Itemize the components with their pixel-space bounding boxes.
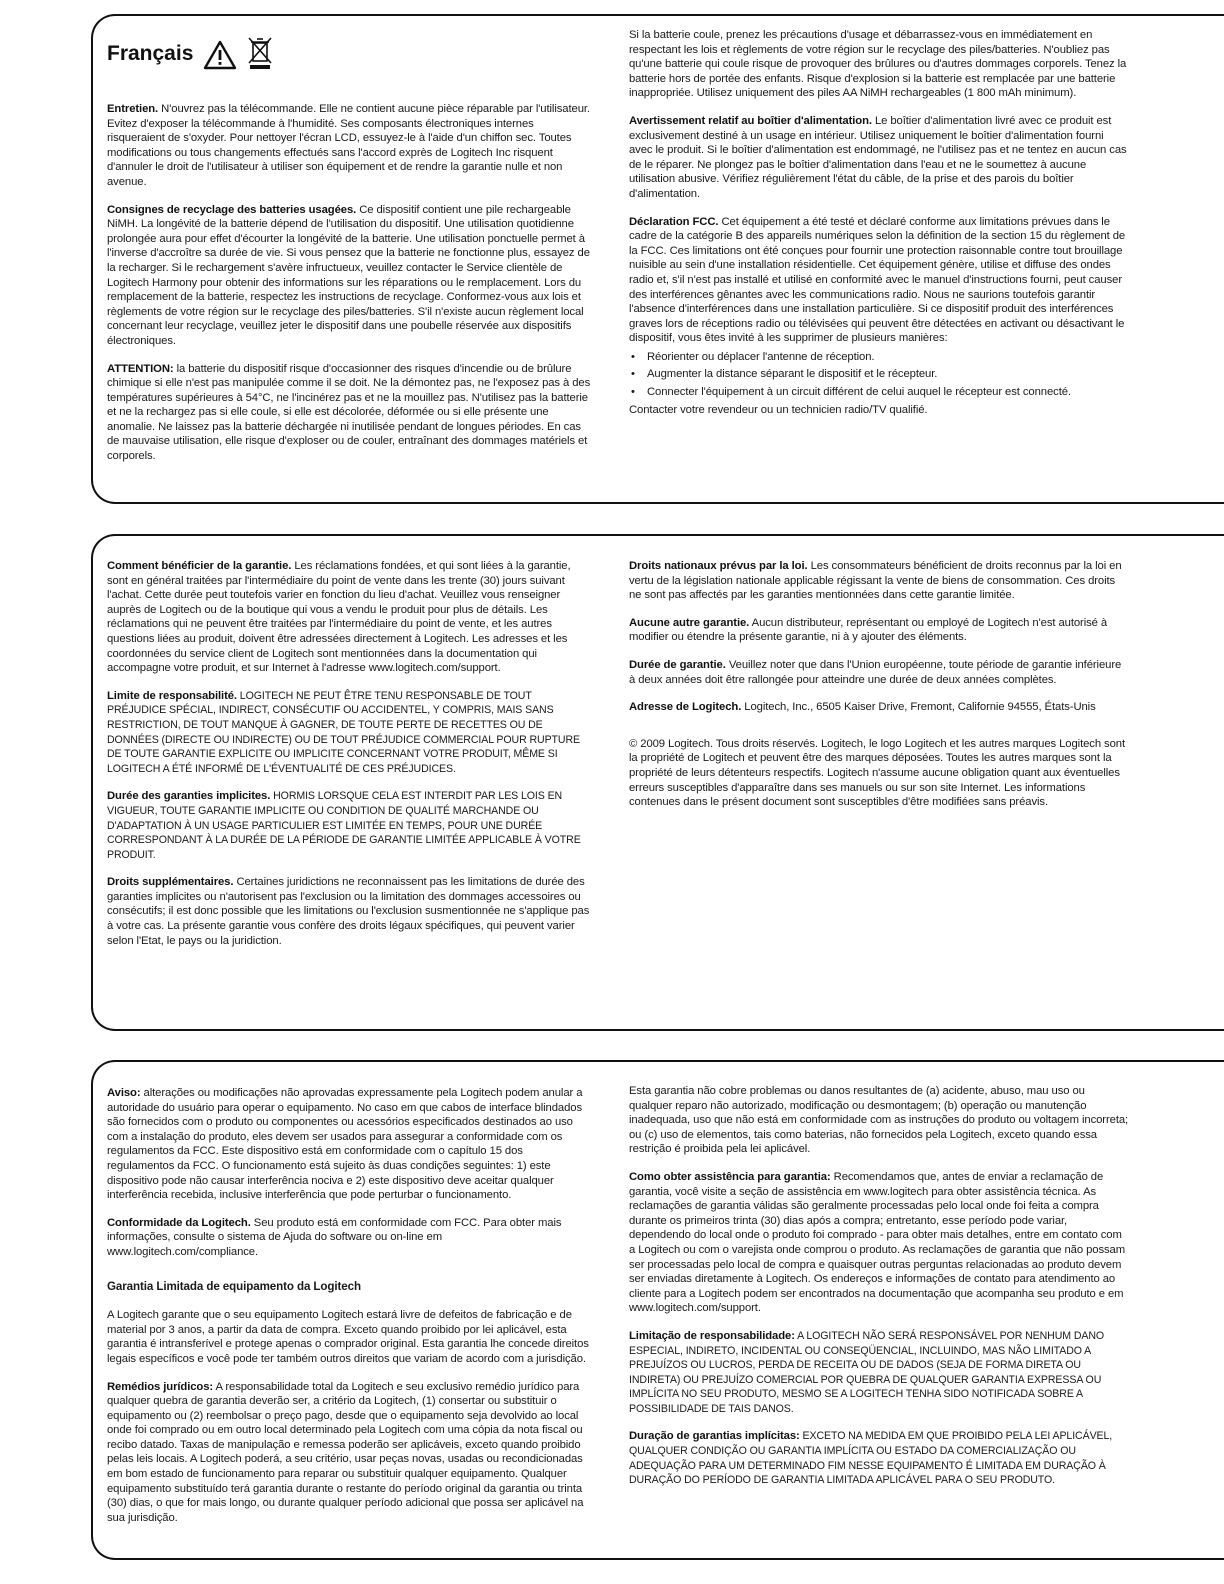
warning-triangle-icon: [203, 40, 237, 70]
paragraph-title: Limitação de responsabilidade:: [629, 1329, 795, 1342]
paragraph-text: Aucun distributeur, représentant ou employé de Logitech n'est autorisé à modifier ou étendre la présente garantie, ni à y ajouter des éléments.: [629, 616, 1108, 644]
paragraph-copyright: [629, 737, 1129, 810]
paragraph-text: © 2009 Logitech. Tous droits réservés. Logitech, le logo Logitech et les autres marques Logitech sont la propriété de Logitech et peuvent être des marques déposées. Toutes les autres marques sont la propriété de leurs détenteurs respectifs. Logitech n'assume aucune obligation quant aux éventuelles erreurs susceptibles d'apparaître dans ses manuels ou sur son site Internet. Les informations contenues dans le présent document sont susceptibles d'être modifiées sans préavis.: [629, 737, 1126, 809]
paragraph-title: Durée des garanties implicites.: [107, 790, 271, 803]
paragraph-duree-garanties-implicites: [107, 789, 591, 862]
paragraph-limitacao: [629, 1329, 1129, 1417]
paragraph-aucune-autre-garantie: [629, 616, 1129, 645]
paragraph-text: Veuillez noter que dans l'Union européenne, toute période de garantie inférieure à deux années doit être rallongée pour atteindre une durée de deux années complètes.: [629, 658, 1122, 686]
paragraph-assistencia: [629, 1170, 1129, 1316]
paragraph-garantia-intro: [107, 1308, 591, 1366]
paragraph-text: EXCETO NA MEDIDA EM QUE PROIBIDO PELA LEI APLICÁVEL, QUALQUER CONDIÇÃO OU GARANTIA IMPLÍCITA OU ESTADO DA COMERCIALIZAÇÃO OU ADEQUAÇÃO PARA UM DETERMINADO FIM NESSE EQUIPAMENTO É LIMITADA EM DURAÇÃO À DURAÇÃO DO PERÍODO DE GARANTIA LIMITADA APLICÁVEL PARA O SEU PRODUTO.: [629, 1430, 1113, 1487]
crossed-bin-icon: [247, 36, 273, 70]
paragraph-duracao: [629, 1429, 1129, 1487]
paragraph-title: Aviso:: [107, 1087, 141, 1099]
paragraph-text: Les consommateurs bénéficient de droits reconnus par la loi en vertu de la législation nationale applicable régissant la vente de biens de consommation. Ces droits ne sont pas affectés par les garanties mentionnées dans cette garantie limitée.: [629, 560, 1122, 602]
column-right: [629, 1084, 1129, 1501]
paragraph-text: Seu produto está em conformidade com FCC. Para obter mais informações, consulte o sistema de Ajuda do software ou on-line em www.logitech.com/compliance.: [107, 1216, 562, 1258]
paragraph-text: LOGITECH NE PEUT ÊTRE TENU RESPONSABLE DE TOUT PRÉJUDICE SPÉCIAL, INDIRECT, CONSÉCUTIF OU ACCIDENTEL, Y COMPRIS, MAIS SANS RESTRICTION, DE TOUT MANQUE À GAGNER, DE TOUTE PERTE DE RECETTES OU DE DONNÉES (DIRECTE OU INDIRECTE) OU DE TOUT PRÉJUDICE COMMERCIAL POUR RUPTURE DE TOUTE GARANTIE EXPLICITE OU IMPLICITE CONCERNANT VOTRE PRODUIT, MÊME SI LOGITECH A ÉTÉ INFORMÉ DE L'ÉVENTUALITÉ DE CES PRÉJUDICES.: [107, 689, 580, 775]
column-right: [629, 559, 1129, 823]
paragraph-text: Logitech, Inc., 6505 Kaiser Drive, Fremont, Californie 94555, États-Unis: [741, 701, 1096, 714]
paragraph-text: la batterie du dispositif risque d'occasionner des risques d'incendie ou de brûlure chimique si elle n'est pas manipulée comme il se doit. Ne la démontez pas, ne l'exposez pas à des températures supérieures à 54°C, ne l'incinérez pas et ne la mouillez pas. N'utilisez pas la batterie et ne la rechargez pas si elle coule, si elle est décolorée, déformée ou si elle présente une anomalie. Ne laissez pas la batterie déchargée ni inutilisée pendant de longues périodes. En cas de mauvaise utilisation, elle risque d'exploser ou de couler, entraînant des dommages matériels et corporels.: [107, 362, 591, 463]
paragraph-text: Cet équipement a été testé et déclaré conforme aux limitations prévues dans le cadre de la catégorie B des appareils numériques selon la définition de la section 15 du règlement de la FCC. Ces limitations ont été conçues pour fournir une protection raisonnable contre tout brouillage nuisible au sein d'une installation résidentielle. Cet équipement génère, utilise et diffuse des ondes radio et, s'il n'est pas installé et utilisé en conformité avec le manuel d'instructions fourni, peut causer des interférences gênantes avec les communications radio. Nous ne saurions toutefois garantir l'absence d'interférences dans une installation particulière. Si ce dispositif produit des interférences graves lors de réceptions radio ou télévisées qui peuvent être détectées en activant ou désactivant le dispositif, vous êtes invité à les supprimer de plusieurs manières:: [629, 215, 1126, 345]
paragraph-text: A Logitech garante que o seu equipamento Logitech estará livre de defeitos de fabricação e de material por 3 anos, a partir da data de compra. Exceto quando proibido por lei aplicável, esta garantia é intransferível e protege apenas o comprador original. Esta garantia lhe concede direitos legais específicos e você pode ter também outros direitos que variam de acordo com a jurisdição.: [107, 1309, 589, 1365]
paragraph-batterie-coule: [629, 28, 1129, 101]
paragraph-title: Déclaration FCC.: [629, 215, 719, 228]
paragraph-title: Comment bénéficier de la garantie.: [107, 560, 292, 572]
paragraph-text: Le boîtier d'alimentation livré avec ce produit est exclusivement destiné à un usage en intérieur. Utilisez uniquement le boîtier d'alimentation fourni avec le produit. Si le boîtier d'alimentation est endommagé, ne l'utilisez pas et ne tentez en aucun cas de le réparer. Ne plongez pas le boîtier d'alimentation dans l'eau et ne le soumettez à aucune utilisation abusive. Vérifiez régulièrement l'état du câble, de la prise et des parois du boîtier d'alimentation.: [629, 114, 1127, 200]
paragraph-duree-garantie: [629, 658, 1129, 687]
paragraph-title: Duração de garantias implícitas:: [629, 1430, 800, 1443]
paragraph-adresse-logitech: [629, 700, 1129, 715]
column-right: [629, 28, 1129, 430]
paragraph-title: Remédios jurídicos:: [107, 1380, 214, 1393]
paragraph-fcc: [629, 215, 1129, 346]
paragraph-droits-nationaux: [629, 559, 1129, 603]
list-item: • Augmenter la distance séparant le dispositif et le récepteur.: [647, 367, 1129, 382]
paragraph-limite-responsabilite: [107, 689, 591, 777]
paragraph-title: Como obter assistência para garantia:: [629, 1170, 831, 1183]
paragraph-title: Droits supplémentaires.: [107, 876, 234, 889]
column-left: [107, 559, 591, 961]
paragraph-text: HORMIS LORSQUE CELA EST INTERDIT PAR LES LOIS EN VIGUEUR, TOUTE GARANTIE IMPLICITE OU CONDITION DE QUALITÉ MARCHANDE OU D'ADAPTATION À UN USAGE PARTICULIER EST LIMITÉE EN TEMPS, POUR UNE DURÉE CORRESPONDANT À LA DURÉE DE LA PÉRIODE DE GARANTIE LIMITÉE APPLICABLE À VOTRE PRODUIT.: [107, 790, 581, 861]
language-header: [107, 36, 273, 70]
paragraph-recyclage: [107, 203, 591, 349]
paragraph-text: Si la batterie coule, prenez les précautions d'usage et débarrassez-vous en immédiatement en respectant les lois et règlements de votre région sur le recyclage des piles/batteries. N'oubliez pas qu'une batterie qui coule risque de provoquer des brûlures ou d'autres dommages corporels. Tenez la batterie hors de portée des enfants. Risque d'explosion si la batterie est remplacée par une batterie inappropriée. Utilisez uniquement des piles AA NiMH rechargeables (1 800 mAh minimum).: [629, 29, 1127, 100]
paragraph-cobertura: [629, 1084, 1129, 1157]
paragraph-fcc-contact: Contacter votre revendeur ou un technicien radio/TV qualifié.: [629, 403, 928, 416]
list-item: • Connecter l'équipement à un circuit différent de celui auquel le récepteur est connecté.: [647, 385, 1129, 400]
paragraph-boitier-alimentation: [629, 114, 1129, 202]
warranty-heading: Garantia Limitada de equipamento da Logitech: [107, 1279, 361, 1293]
paragraph-text: Les réclamations fondées, et qui sont liées à la garantie, sont en général traitées par l'intermédiaire du point de vente dans les trente (30) jours suivant l'achat. Cette durée peut toutefois varier en fonction du lieu d'achat. Veuillez vous renseigner auprès de Logitech ou de la boutique qui vous a vendu le produit pour plus de détails. Les réclamations qui ne peuvent être traitées par l'intermédiaire du point de vente, et les autres questions liées au produit, doivent être adressées directement à Logitech. Les adresses et les coordonnées du service client de Logitech sont mentionnées dans la documentation qui accompagne votre produit, et sur Internet à l'adresse www.logitech.com/support.: [107, 560, 571, 675]
paragraph-text: N'ouvrez pas la télécommande. Elle ne contient aucune pièce réparable par l'utilisateur. Evitez d'exposer la télécommande à l'humidité. Ses composants électroniques internes risqueraient de s'oxyder. Pour nettoyer l'écran LCD, essuyez-le à l'aide d'un chiffon sec. Toutes modifications ou tous changements effectués sans l'accord exprès de Logitech Inc risquent d'annuler le droit de l'utilisateur à utiliser son équipement et de rendre la garantie nulle et non avenue.: [107, 103, 590, 188]
column-left: [107, 102, 591, 477]
paragraph-entretien: [107, 102, 591, 190]
paragraph-beneficier-garantie: [107, 559, 591, 676]
paragraph-text: Esta garantia não cobre problemas ou danos resultantes de (a) acidente, abuso, mau uso ou qualquer reparo não autorizado, modificação ou desmontagem; (b) operação ou manutenção inadequada, uso que não está em conformidade com as instruções do produto ou voltagem incorreta; ou (c) uso de elementos, tais como baterias, não fornecidos pela Logitech, exceto quando essa restrição é proibida pela lei aplicável.: [629, 1085, 1129, 1156]
paragraph-title: Adresse de Logitech.: [629, 701, 742, 714]
paragraph-text: Certaines juridictions ne reconnaissent pas les limitations de durée des garanties implicites ou n'autorisent pas l'exclusion ou la limitation des dommages accessoires ou consécutifs; il est donc possible que les limitations ou l'exclusion susmentionnée ne s'applique pas à votre cas. La présente garantie vous confère des droits légaux spécifiques, qui peuvent varier selon l'Etat, le pays ou la juridiction.: [107, 876, 590, 947]
section-panel-french-safety: [91, 14, 1224, 504]
paragraph-title: Conformidade da Logitech.: [107, 1216, 251, 1229]
paragraph-text: Ce dispositif contient une pile rechargeable NiMH. La longévité de la batterie dépend de l'utilisation du dispositif. Une utilisation quotidienne prolongée aura pour effet d'écourter la longévité de la batterie. Une utilisation ponctuelle permet à l'inverse d'accroître sa durée de vie. Si vous pensez que la batterie ne fonctionne plus, essayez de la recharger. Si le rechargement s'avère infructueux, veuillez contacter le Service clientèle de Logitech Harmony pour obtenir des informations sur les réparations ou le remplacement. Lors du remplacement de la batterie, respectez les instructions de recyclage. Conformez-vous aux lois et règlements de votre région sur le recyclage des piles/batteries. S'il n'existe aucun règlement local concernant leur recyclage, veuillez jeter le dispositif dans une poubelle réservée aux dispositifs électroniques.: [107, 203, 590, 347]
paragraph-title: Durée de garantie.: [629, 658, 726, 671]
paragraph-title: Droits nationaux prévus par la loi.: [629, 560, 808, 572]
paragraph-title: Aucune autre garantie.: [629, 616, 750, 629]
paragraph-attention: [107, 362, 591, 464]
paragraph-title: Consignes de recyclage des batteries usagées.: [107, 203, 357, 216]
paragraph-text: A LOGITECH NÃO SERÁ RESPONSÁVEL POR NENHUM DANO ESPECIAL, INDIRETO, INCIDENTAL OU CONSEQÜENCIAL, INCLUINDO, MAS NÃO LIMITADO A PREJUÍZOS OU LUCROS, PERDA DE RECEITA OU DE DADOS (SEJA DE FORMA DIRETA OU INDIRETA) OU PREJUÍZO COMERCIAL POR QUEBRA DE QUALQUER GARANTIA EXPRESSA OU IMPLÍCITA NO SEU PRODUTO, MESMO SE A LOGITECH TENHA SIDO NOTIFICADA SOBRE A POSSIBILIDADE DE TAIS DANOS.: [629, 1329, 1105, 1415]
paragraph-text: A responsabilidade total da Logitech e seu exclusivo remédio jurídico para qualquer quebra de garantia deverão ser, a critério da Logitech, (1) consertar ou substituir o equipamento ou (2) reembolsar o preço pago, desde que o equipamento seja devolvido ao local onde foi comprado ou em outro local determinado pela Logitech com uma cópia da nota fiscal ou recibo datado. Taxas de manipulação e remessa poderão ser aplicáveis, exceto quando proibido pelas leis locais. A Logitech poderá, a seu critério, usar peças novas, usadas ou recondicionadas em bom estado de funcionamento para reparar ou substituir qualquer equipamento. Qualquer equipamento substituído terá garantia durante o restante do período original da garantia ou trinta (30) dias, o que for mais longo, ou durante qualquer período adicional que possa ser aplicável na sua jurisdição.: [107, 1380, 584, 1524]
paragraph-remedios: [107, 1380, 591, 1526]
paragraph-conformidade: [107, 1216, 591, 1260]
paragraph-title: Limite de responsabilité.: [107, 689, 237, 702]
paragraph-title: Entretien.: [107, 103, 159, 115]
language-title: Français: [107, 42, 194, 65]
list-item: • Réorienter ou déplacer l'antenne de réception.: [647, 350, 1129, 365]
section-panel-portuguese: [91, 1060, 1224, 1560]
paragraph-text: alterações ou modificações não aprovadas expressamente pela Logitech podem anular a autoridade do usuário para operar o equipamento. No caso em que cabos de interface blindados são fornecidos com o produto ou componentes ou acessórios especificados destinados ao uso com a instalação do produto, eles devem ser usados para assegurar a conformidade com os regulamentos da FCC. Este dispositivo está em conformidade com o capítulo 15 dos regulamentos da FCC. O funcionamento está sujeito às duas condições seguintes: 1) este dispositivo pode não causar interferência nociva e 2) este dispositivo deve aceitar qualquer interferência recebida, inclusive interferência que pode perturbar o funcionamento.: [107, 1087, 583, 1202]
paragraph-text: Recomendamos que, antes de enviar a reclamação de garantia, você visite a seção de assistência em www.logitech para obter assistência técnica. As reclamações de garantia válidas são geralmente processadas pelo local onde foi feita a compra durante os primeiros trinta (30) dias após a compra; entretanto, esse período pode variar, dependendo do local onde o produto foi comprado - para obter mais detalhes, entre em contato com a Logitech ou com o varejista onde comprou o produto. As reclamações de garantia que não possam ser processadas pelo local de compra e quaisquer outras perguntas relacionadas ao produto devem ser enviadas diretamente à Logitech. Os endereços e informações de contato para atendimento ao cliente para a Logitech podem ser encontrados na documentação que acompanha seu produto e em www.logitech.com/support.: [629, 1170, 1126, 1315]
section-panel-french-warranty: [91, 534, 1224, 1031]
paragraph-droits-supplementaires: [107, 875, 591, 948]
paragraph-title: ATTENTION:: [107, 362, 174, 375]
fcc-bullet-list: [629, 350, 1129, 400]
paragraph-aviso: [107, 1086, 591, 1203]
column-left: [107, 1086, 591, 1538]
paragraph-title: Avertissement relatif au boîtier d'alimentation.: [629, 114, 872, 127]
